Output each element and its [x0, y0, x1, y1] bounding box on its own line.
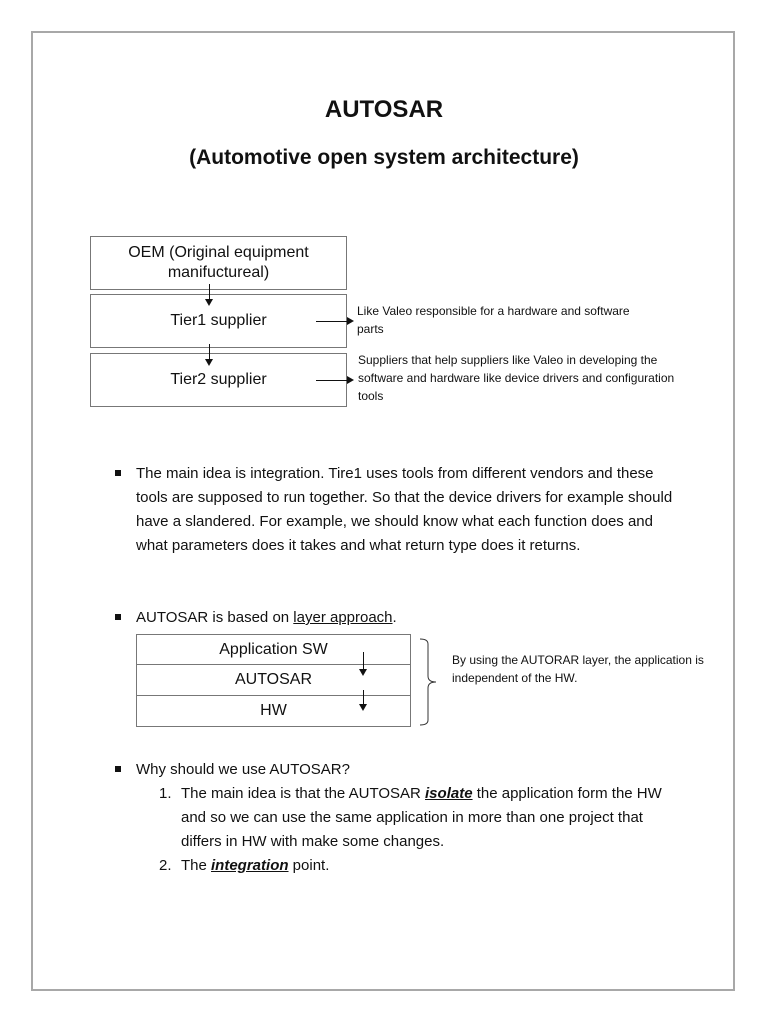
item2-pre: The	[181, 857, 212, 874]
integration-emphasis: integration	[211, 857, 289, 874]
isolate-emphasis: isolate	[425, 785, 473, 802]
oem-box	[90, 236, 347, 290]
tier2-box	[90, 353, 347, 407]
bullet1-text: The main idea is integration. Tire1 uses tools from different vendors and these tools are supposed to run together. So that the device drivers for example should have a slandered. For example, we should know what each function does and what parameters does it takes and what return type does it returns.	[136, 465, 673, 554]
tier1-box	[90, 294, 347, 348]
oem-tier1-arrow-head	[205, 299, 213, 306]
layers-brace	[418, 638, 442, 726]
tier1-note-arrow-line	[316, 321, 348, 322]
tier1-note: Like Valeo responsible for a hardware and software parts	[357, 304, 630, 336]
hw-layer-label: HW	[260, 702, 287, 719]
tier2-note: Suppliers that help suppliers like Valeo in developing the software and hardware like device drivers and configuration tools	[358, 353, 675, 403]
item2-number: 2.	[159, 857, 172, 874]
tier1-note-arrow-head	[347, 317, 354, 325]
app-autosar-arrow-line	[363, 652, 364, 670]
page-title: AUTOSAR	[324, 96, 444, 123]
oem-label: OEM (Original equipment manifuctureal)	[128, 244, 309, 281]
item1-text	[181, 782, 686, 854]
tier1-label: Tier1 supplier	[170, 312, 267, 329]
autosar-layer-label: AUTOSAR	[234, 671, 313, 688]
bullet-marker-3	[115, 766, 121, 772]
application-layer-box	[136, 634, 411, 665]
bullet-marker-2	[115, 614, 121, 620]
tier2-label: Tier2 supplier	[170, 371, 267, 388]
item1-pre: The main idea is that the AUTOSAR	[181, 785, 426, 802]
autosar-hw-arrow-head	[359, 704, 367, 711]
item1-number: 1.	[159, 785, 172, 802]
item1-post: the application form the HW and so we can use the same application in more than one project that differs in HW with make some changes.	[181, 785, 662, 850]
bullet2-prefix: AUTOSAR is based on	[136, 609, 294, 626]
oem-tier1-arrow-line	[209, 284, 210, 300]
tier2-note-arrow-head	[347, 376, 354, 384]
tier2-note-arrow-line	[316, 380, 348, 381]
tier1-tier2-arrow-line	[209, 344, 210, 360]
autosar-layer-box	[136, 664, 411, 696]
app-autosar-arrow-head	[359, 669, 367, 676]
layers-note: By using the AUTORAR layer, the application is independent of the HW.	[452, 653, 704, 685]
item2-post: point.	[288, 857, 330, 874]
bullet3-question: Why should we use AUTOSAR?	[136, 761, 350, 778]
item2-text	[181, 854, 686, 878]
bullet2-suffix: .	[392, 609, 397, 626]
bullet-marker-1	[115, 470, 121, 476]
hw-layer-box	[136, 695, 411, 727]
autosar-hw-arrow-line	[363, 690, 364, 705]
application-layer-label: Application SW	[219, 640, 328, 658]
tier1-tier2-arrow-head	[205, 359, 213, 366]
bullet2-text	[136, 606, 536, 630]
page-subtitle: (Automotive open system architecture)	[189, 146, 579, 169]
layer-approach-link: layer approach	[293, 609, 393, 626]
